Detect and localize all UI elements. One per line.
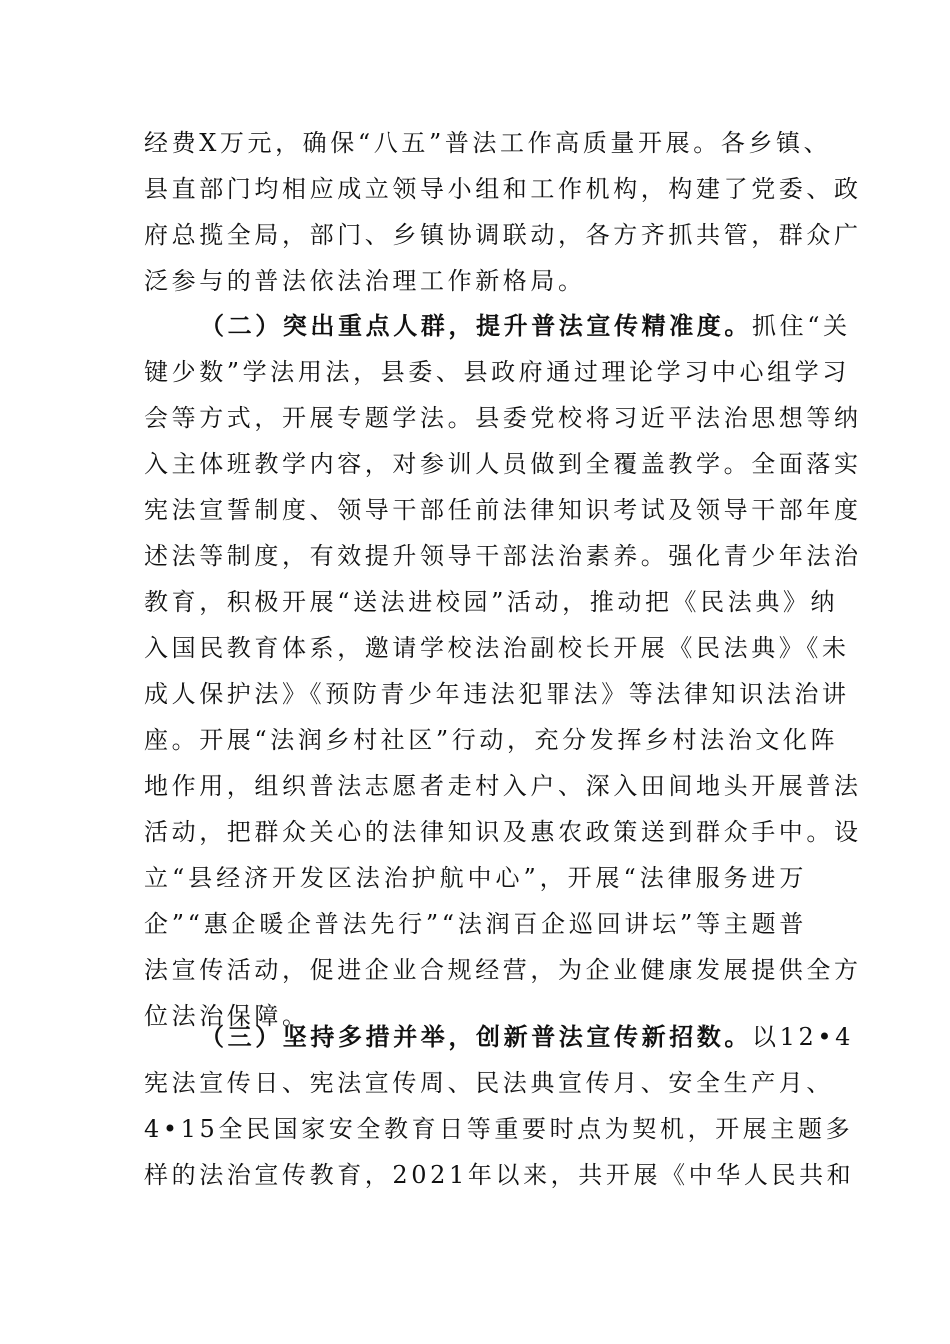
paragraph-line: 样的法治宣传教育，2021年以来，共开展《中华人民共和 xyxy=(144,1161,855,1189)
paragraph-line: 位法治保障。 xyxy=(144,1002,310,1030)
paragraph-line: 键少数”学法用法，县委、县政府通过理论学习中心组学习 xyxy=(144,358,850,386)
paragraph-first-line xyxy=(144,303,851,349)
paragraph-line: 活动，把群众关心的法律知识及惠农政策送到群众手中。设 xyxy=(144,818,862,846)
paragraph-3 xyxy=(144,1014,855,1198)
paragraph-line: 入主体班教学内容，对参训人员做到全覆盖教学。全面落实 xyxy=(144,450,862,478)
paragraph-text: 以12•4 xyxy=(752,1023,854,1051)
paragraph-line: 经费X万元，确保“八五”普法工作高质量开展。各乡镇、 xyxy=(144,129,832,157)
section-heading-2: （二）突出重点人群，提升普法宣传精准度。 xyxy=(200,312,752,340)
paragraph-line: 立“县经济开发区法治护航中心”，开展“法律服务进万 xyxy=(144,864,807,892)
paragraph-line: 府总揽全局，部门、乡镇协调联动，各方齐抓共管，群众广 xyxy=(144,221,862,249)
paragraph-text: 抓住“关 xyxy=(752,312,851,340)
paragraph-line: 入国民教育体系，邀请学校法治副校长开展《民法典》《未 xyxy=(144,634,850,662)
paragraph-line: 宪法宣誓制度、领导干部任前法律知识考试及领导干部年度 xyxy=(144,496,862,524)
paragraph-first-line xyxy=(144,1014,854,1060)
paragraph-line: 教育，积极开展“送法进校园”活动，推动把《民法典》纳 xyxy=(144,588,839,616)
paragraph-line: 泛参与的普法依法治理工作新格局。 xyxy=(144,267,586,295)
paragraph-line: 述法等制度，有效提升领导干部法治素养。强化青少年法治 xyxy=(144,542,862,570)
paragraph-line: 4•15全民国家安全教育日等重要时点为契机，开展主题多 xyxy=(144,1115,854,1143)
paragraph-line: 县直部门均相应成立领导小组和工作机构，构建了党委、政 xyxy=(144,175,862,203)
paragraph-line: 宪法宣传日、宪法宣传周、民法典宣传月、安全生产月、 xyxy=(144,1069,834,1097)
paragraph-line: 地作用，组织普法志愿者走村入户、深入田间地头开展普法 xyxy=(144,772,862,800)
paragraph-1 xyxy=(144,120,862,304)
paragraph-line: 会等方式，开展专题学法。县委党校将习近平法治思想等纳 xyxy=(144,404,862,432)
paragraph-line: 法宣传活动，促进企业合规经营，为企业健康发展提供全方 xyxy=(144,956,862,984)
paragraph-line: 企”“惠企暖企普法先行”“法润百企巡回讲坛”等主题普 xyxy=(144,910,807,938)
section-heading-3: （三）坚持多措并举，创新普法宣传新招数。 xyxy=(200,1023,752,1051)
paragraph-line: 座。开展“法润乡村社区”行动，充分发挥乡村法治文化阵 xyxy=(144,726,839,754)
paragraph-line: 成人保护法》《预防青少年违法犯罪法》等法律知识法治讲 xyxy=(144,680,850,708)
